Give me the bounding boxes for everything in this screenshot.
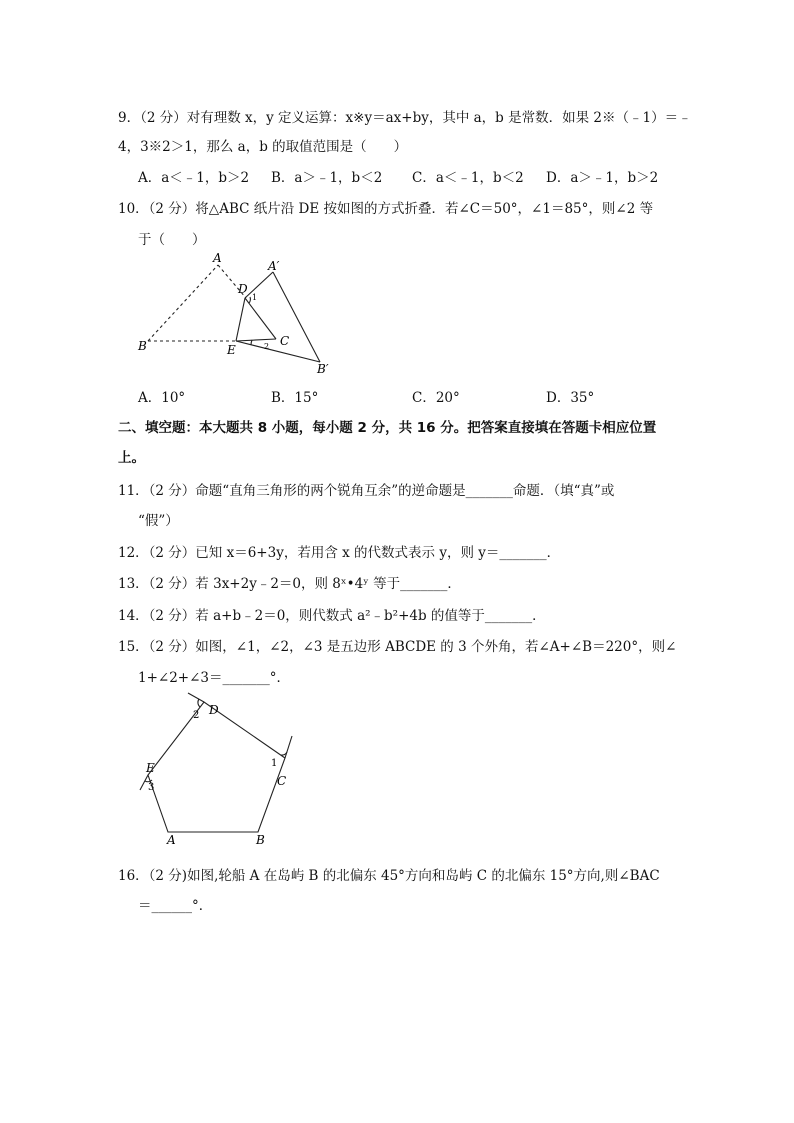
q10-option-c: C．20° — [412, 390, 460, 406]
q10-label-c: C — [280, 334, 290, 348]
q16-line2: ＝______°． — [138, 898, 213, 914]
q15-line2: 1+∠2+∠3＝_______°． — [138, 670, 291, 686]
q13-line1: 13．（2 分）若 3x+2y﹣2＝0，则 8ˣ•4ʸ 等于_______． — [118, 576, 461, 592]
q11-line1: 11．（2 分）命题“直角三角形的两个锐角互余”的逆命题是_______命题．（填“真”或 — [118, 483, 615, 499]
q15-extension-c — [285, 736, 292, 758]
q10-option-b: B．15° — [271, 390, 319, 406]
q9-option-c: C．a＜﹣1，b＜2 — [412, 170, 524, 186]
q15-label-angle-2: 2 — [193, 710, 200, 721]
q14-line1: 14．（2 分）若 a+b﹣2＝0，则代数式 a²﹣b²+4b 的值等于_______． — [118, 608, 546, 624]
q10-segment-ed — [236, 298, 245, 341]
q10-angle-1-arc — [249, 297, 250, 303]
q10-option-a: A．10° — [138, 390, 186, 406]
q15-label-a: A — [167, 833, 176, 847]
q10-segment-aprime-bprime — [273, 272, 320, 362]
q15-extension-d — [188, 693, 204, 702]
q10-line1: 10．（2 分）将△ABC 纸片沿 DE 按如图的方式折叠．若∠C＝50°，∠1＝85°，则∠2 等 — [118, 201, 654, 217]
q10-label-angle-1: 1 — [252, 293, 258, 302]
q10-label-d: D — [238, 282, 248, 296]
q15-extension-e — [140, 775, 148, 790]
q10-label-b-prime: B′ — [317, 362, 329, 376]
q11-line2: “假”） — [138, 513, 179, 529]
q10-dashed-ba — [148, 265, 218, 341]
q10-segment-dc — [245, 298, 276, 339]
q10-line2: 于（ ） — [138, 232, 206, 248]
q15-label-d: D — [209, 703, 219, 717]
q15-label-b: B — [256, 833, 265, 847]
q10-label-a: A — [213, 251, 222, 265]
q10-label-e: E — [227, 343, 236, 357]
q15-label-angle-3: 3 — [148, 782, 155, 793]
section-2-heading-line1: 二、填空题：本大题共 8 小题，每小题 2 分，共 16 分。把答案直接填在答题卡相应位置 — [118, 420, 657, 436]
section-2-heading-line2: 上。 — [118, 450, 145, 466]
q9-option-b: B．a＞﹣1，b＜2 — [271, 170, 383, 186]
q10-angle-2-arc — [251, 340, 252, 345]
q12-line1: 12．（2 分）已知 x＝6+3y，若用含 x 的代数式表示 y，则 y＝_______． — [118, 545, 561, 561]
q10-segment-e-bprime — [236, 341, 320, 362]
q10-segment-ec — [236, 339, 276, 341]
q10-segment-da-prime — [245, 272, 273, 298]
q15-line1: 15．（2 分）如图，∠1，∠2，∠3 是五边形 ABCDE 的 3 个外角，若∠A+∠B＝220°，则∠ — [118, 639, 677, 655]
q10-options — [138, 386, 698, 406]
q9-line2: 4，3※2＞1，那么 a，b 的取值范围是（ ） — [118, 139, 408, 155]
q16-line1: 16．（2 分)如图,轮船 A 在岛屿 B 的北偏东 45°方向和岛屿 C 的北偏东 15°方向,则∠BAC — [118, 868, 660, 884]
q9-option-d: D．a＞﹣1，b＞2 — [546, 170, 659, 186]
q15-label-angle-1: 1 — [271, 758, 278, 769]
q15-label-c: C — [277, 774, 287, 788]
q9-option-a: A．a＜﹣1，b＞2 — [138, 170, 250, 186]
q15-pentagon — [148, 702, 285, 832]
q10-label-angle-2: 2 — [264, 342, 270, 351]
q10-option-d: D．35° — [546, 390, 595, 406]
q10-label-a-prime: A′ — [268, 259, 280, 273]
q9-line1: 9．（2 分）对有理数 x，y 定义运算：x※y＝ax+by，其中 a，b 是常数．如果 2※（﹣1）＝﹣ — [118, 110, 692, 126]
q10-label-b: B — [138, 339, 147, 353]
q15-label-e: E — [146, 761, 155, 775]
